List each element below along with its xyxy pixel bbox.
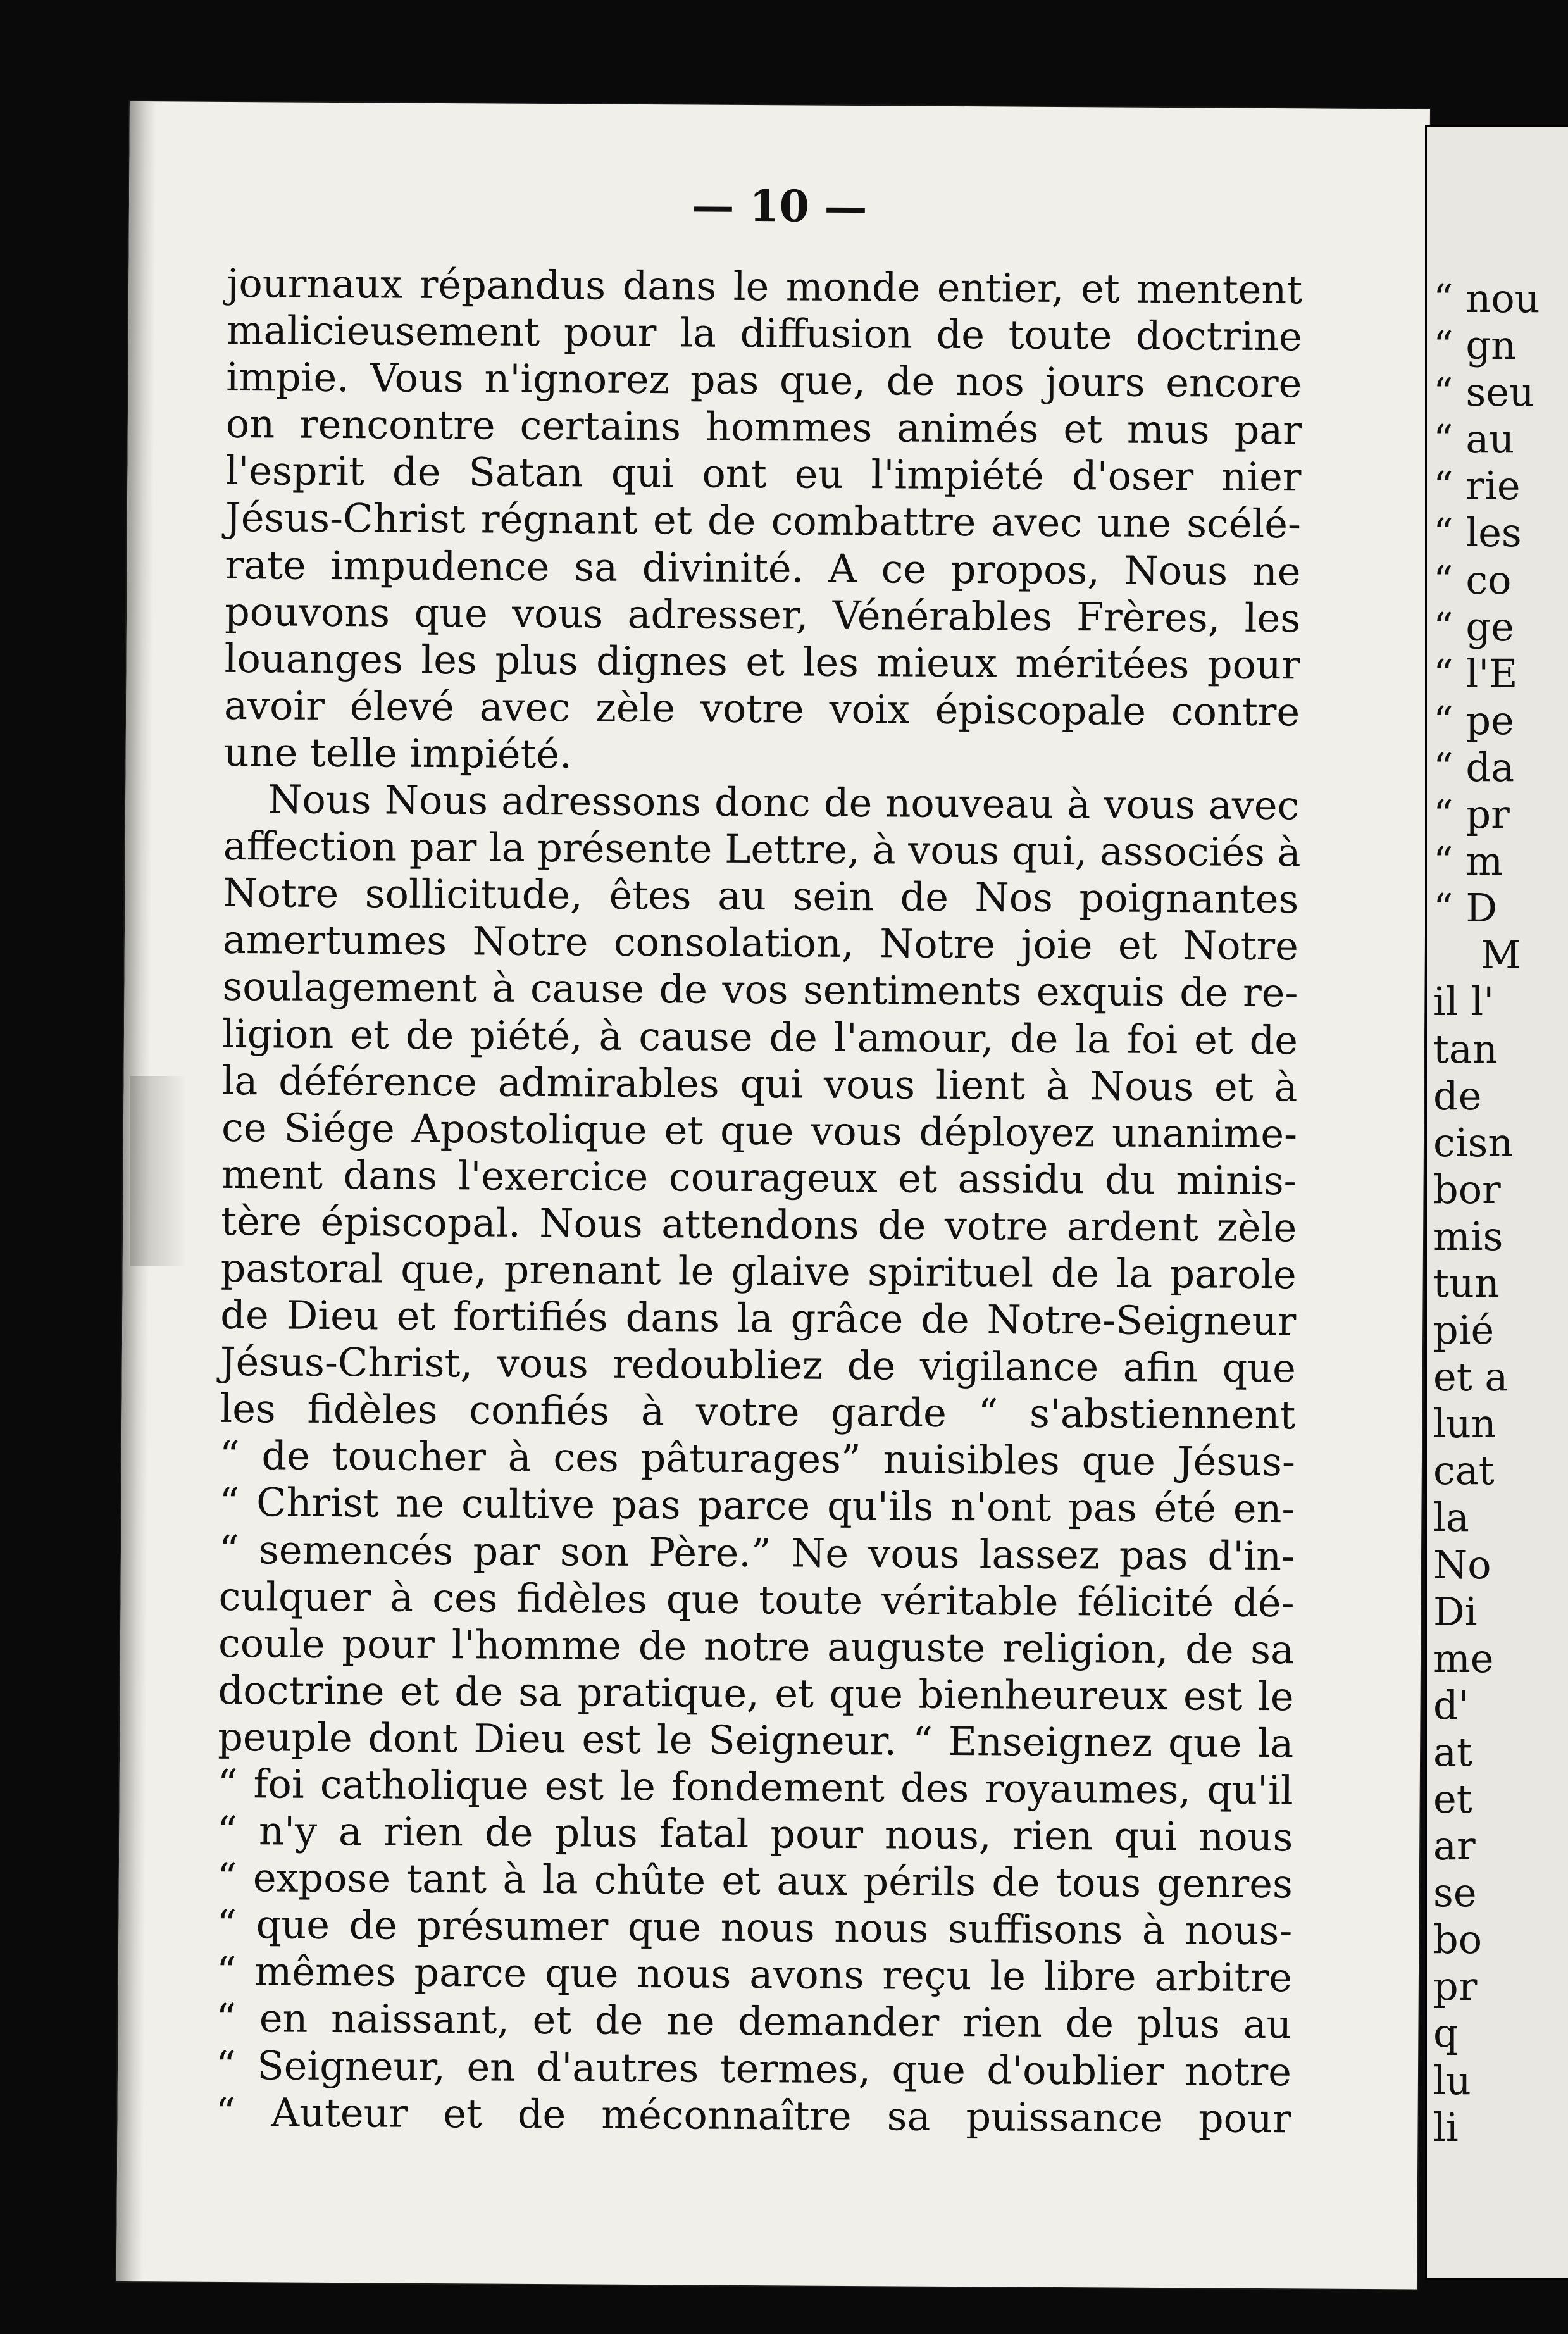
facing-text-line: “ gn	[1433, 322, 1517, 369]
facing-text-line: me	[1433, 1635, 1494, 1682]
text-line: “ que de présumer que nous nous suffisons à nous-	[216, 1901, 1293, 1954]
facing-text-line: No	[1433, 1541, 1491, 1588]
page-fold-shadow	[130, 1076, 187, 1266]
text-line: ligion et de piété, à cause de l'amour, de la foi et de	[221, 1010, 1298, 1063]
facing-text-line: lu	[1433, 2057, 1471, 2104]
facing-text-line: ar	[1433, 1823, 1476, 1869]
facing-text-line: “ pr	[1433, 791, 1510, 838]
facing-page	[1427, 127, 1568, 2278]
facing-text-line: bo	[1433, 1916, 1483, 1963]
text-line: pastoral que, prenant le glaive spirituel de la parole	[220, 1244, 1297, 1298]
text-line: soulagement à cause de vos sentiments exquis de re-	[222, 963, 1298, 1016]
facing-text-line: tan	[1433, 1025, 1498, 1072]
text-line: journaux répandus dans le monde entier, et mentent	[227, 259, 1303, 313]
book-page	[116, 101, 1430, 2289]
text-line: “ expose tant à la chûte et aux périls de tous genres	[216, 1854, 1293, 1907]
facing-page-text	[1433, 275, 1540, 2151]
facing-text-line: “ l'E	[1433, 650, 1518, 697]
page-body-text	[215, 260, 1302, 2142]
text-line: de Dieu et fortifiés dans la grâce de Notre-Seigneur	[220, 1291, 1297, 1345]
facing-text-line: et	[1433, 1776, 1472, 1822]
facing-text-line: “ les	[1433, 509, 1522, 556]
facing-text-line: “ D	[1433, 885, 1498, 932]
facing-text-line: at	[1433, 1728, 1472, 1775]
text-line: louanges les plus dignes et les mieux méritées pour	[224, 635, 1300, 689]
text-line: “ de toucher à ces pâturages” nuisibles que Jésus-	[219, 1432, 1296, 1485]
facing-text-line: pr	[1433, 1963, 1478, 2010]
text-line: doctrine et de sa pratique, et que bienheureux est le	[218, 1666, 1294, 1720]
facing-text-line: “ au	[1433, 416, 1515, 463]
text-line: peuple dont Dieu est le Seigneur. “ Enseignez que la	[217, 1713, 1294, 1767]
facing-text-line: la	[1433, 1494, 1469, 1541]
text-line: tère épiscopal. Nous attendons de votre ardent zèle	[220, 1197, 1297, 1251]
facing-text-line: d'	[1433, 1682, 1469, 1728]
facing-text-line: et a	[1433, 1354, 1509, 1401]
text-line: Notre sollicitude, êtes au sein de Nos poignantes	[223, 870, 1299, 923]
text-line: rate impudence sa divinité. A ce propos, Nous ne	[225, 541, 1301, 594]
facing-text-line: “ da	[1433, 744, 1515, 790]
facing-text-line: “ m	[1433, 838, 1503, 885]
text-line: coule pour l'homme de notre auguste religion, de sa	[218, 1619, 1295, 1673]
paragraph-end-line: une telle impiété.	[223, 728, 573, 778]
facing-text-line: tun	[1433, 1259, 1500, 1306]
text-line: pouvons que vous adresser, Vénérables Frères, les	[224, 588, 1301, 641]
text-line: affection par la présente Lettre, à vous qui, associés à	[223, 823, 1301, 876]
facing-text-line: “ rie	[1433, 463, 1521, 509]
text-line: culquer à ces fidèles que toute véritable félicité dé-	[218, 1573, 1295, 1626]
text-line: “ n'y a rien de plus fatal pour nous, rien qui nous	[217, 1807, 1293, 1861]
text-line: “ semencés par son Père.” Ne vous lassez pas d'in-	[218, 1526, 1295, 1579]
text-line: ce Siége Apostolique et que vous déployez unanime-	[221, 1104, 1298, 1157]
facing-text-line: mis	[1433, 1213, 1503, 1259]
facing-text-line: “ ge	[1433, 603, 1514, 650]
facing-text-line: se	[1433, 1869, 1477, 1916]
facing-text-line: bor	[1433, 1166, 1501, 1213]
facing-text-line: Di	[1433, 1588, 1478, 1635]
facing-text-line: q	[1433, 2010, 1459, 2057]
text-line: on rencontre certains hommes animés et mus par	[225, 401, 1302, 454]
text-line: l'esprit de Satan qui ont eu l'impiété d'oser nier	[225, 447, 1302, 501]
text-line: ment dans l'exercice courageux et assidu du minis-	[221, 1151, 1297, 1204]
text-line: la déférence admirables qui vous lient à Nous et à	[221, 1057, 1298, 1110]
text-line: avoir élevé avec zèle votre voix épiscopale contre	[223, 682, 1300, 735]
text-line: “ Seigneur, en d'autres termes, que d'oublier notre	[215, 2042, 1292, 2095]
paragraph-start-line: Nous Nous adressons donc de nouveau à vous avec	[268, 776, 1300, 829]
text-line: malicieusement pour la diffusion de toute doctrine	[226, 307, 1302, 360]
facing-text-line: “ seu	[1433, 369, 1534, 416]
facing-text-line: lun	[1433, 1401, 1496, 1447]
facing-text-line: “ co	[1433, 556, 1512, 603]
facing-text-line: il l'	[1433, 978, 1495, 1025]
text-line: “ en naissant, et de ne demander rien de plus au	[216, 1995, 1292, 2048]
text-line: amertumes Notre consolation, Notre joie et Notre	[222, 916, 1299, 970]
facing-text-line: cat	[1433, 1447, 1495, 1494]
facing-text-line: cisn	[1433, 1119, 1514, 1166]
text-line: Jésus-Christ régnant et de combattre avec une scélé-	[225, 494, 1302, 547]
facing-text-line: “ pe	[1433, 697, 1514, 744]
facing-text-line: li	[1433, 2104, 1459, 2150]
facing-text-line: de	[1433, 1072, 1482, 1119]
text-line: les fidèles confiés à votre garde “ s'abstiennent	[220, 1385, 1296, 1438]
facing-text-line: “ nou	[1433, 275, 1540, 321]
text-line: “ Christ ne cultive pas parce qu'ils n'ont pas été en-	[219, 1479, 1295, 1532]
facing-text-line: M	[1481, 932, 1521, 978]
text-line: Jésus-Christ, vous redoubliez de vigilance afin que	[220, 1339, 1297, 1392]
facing-text-line: pié	[1433, 1307, 1495, 1354]
text-line: “ foi catholique est le fondement des royaumes, qu'il	[217, 1760, 1293, 1814]
text-line: impie. Vous n'ignorez pas que, de nos jours encore	[226, 354, 1302, 407]
text-line: “ mêmes parce que nous avons reçu le libre arbitre	[216, 1948, 1293, 2001]
text-line: “ Auteur et de méconnaître sa puissance pour	[215, 2088, 1291, 2142]
page-number: — 10 —	[691, 180, 868, 233]
